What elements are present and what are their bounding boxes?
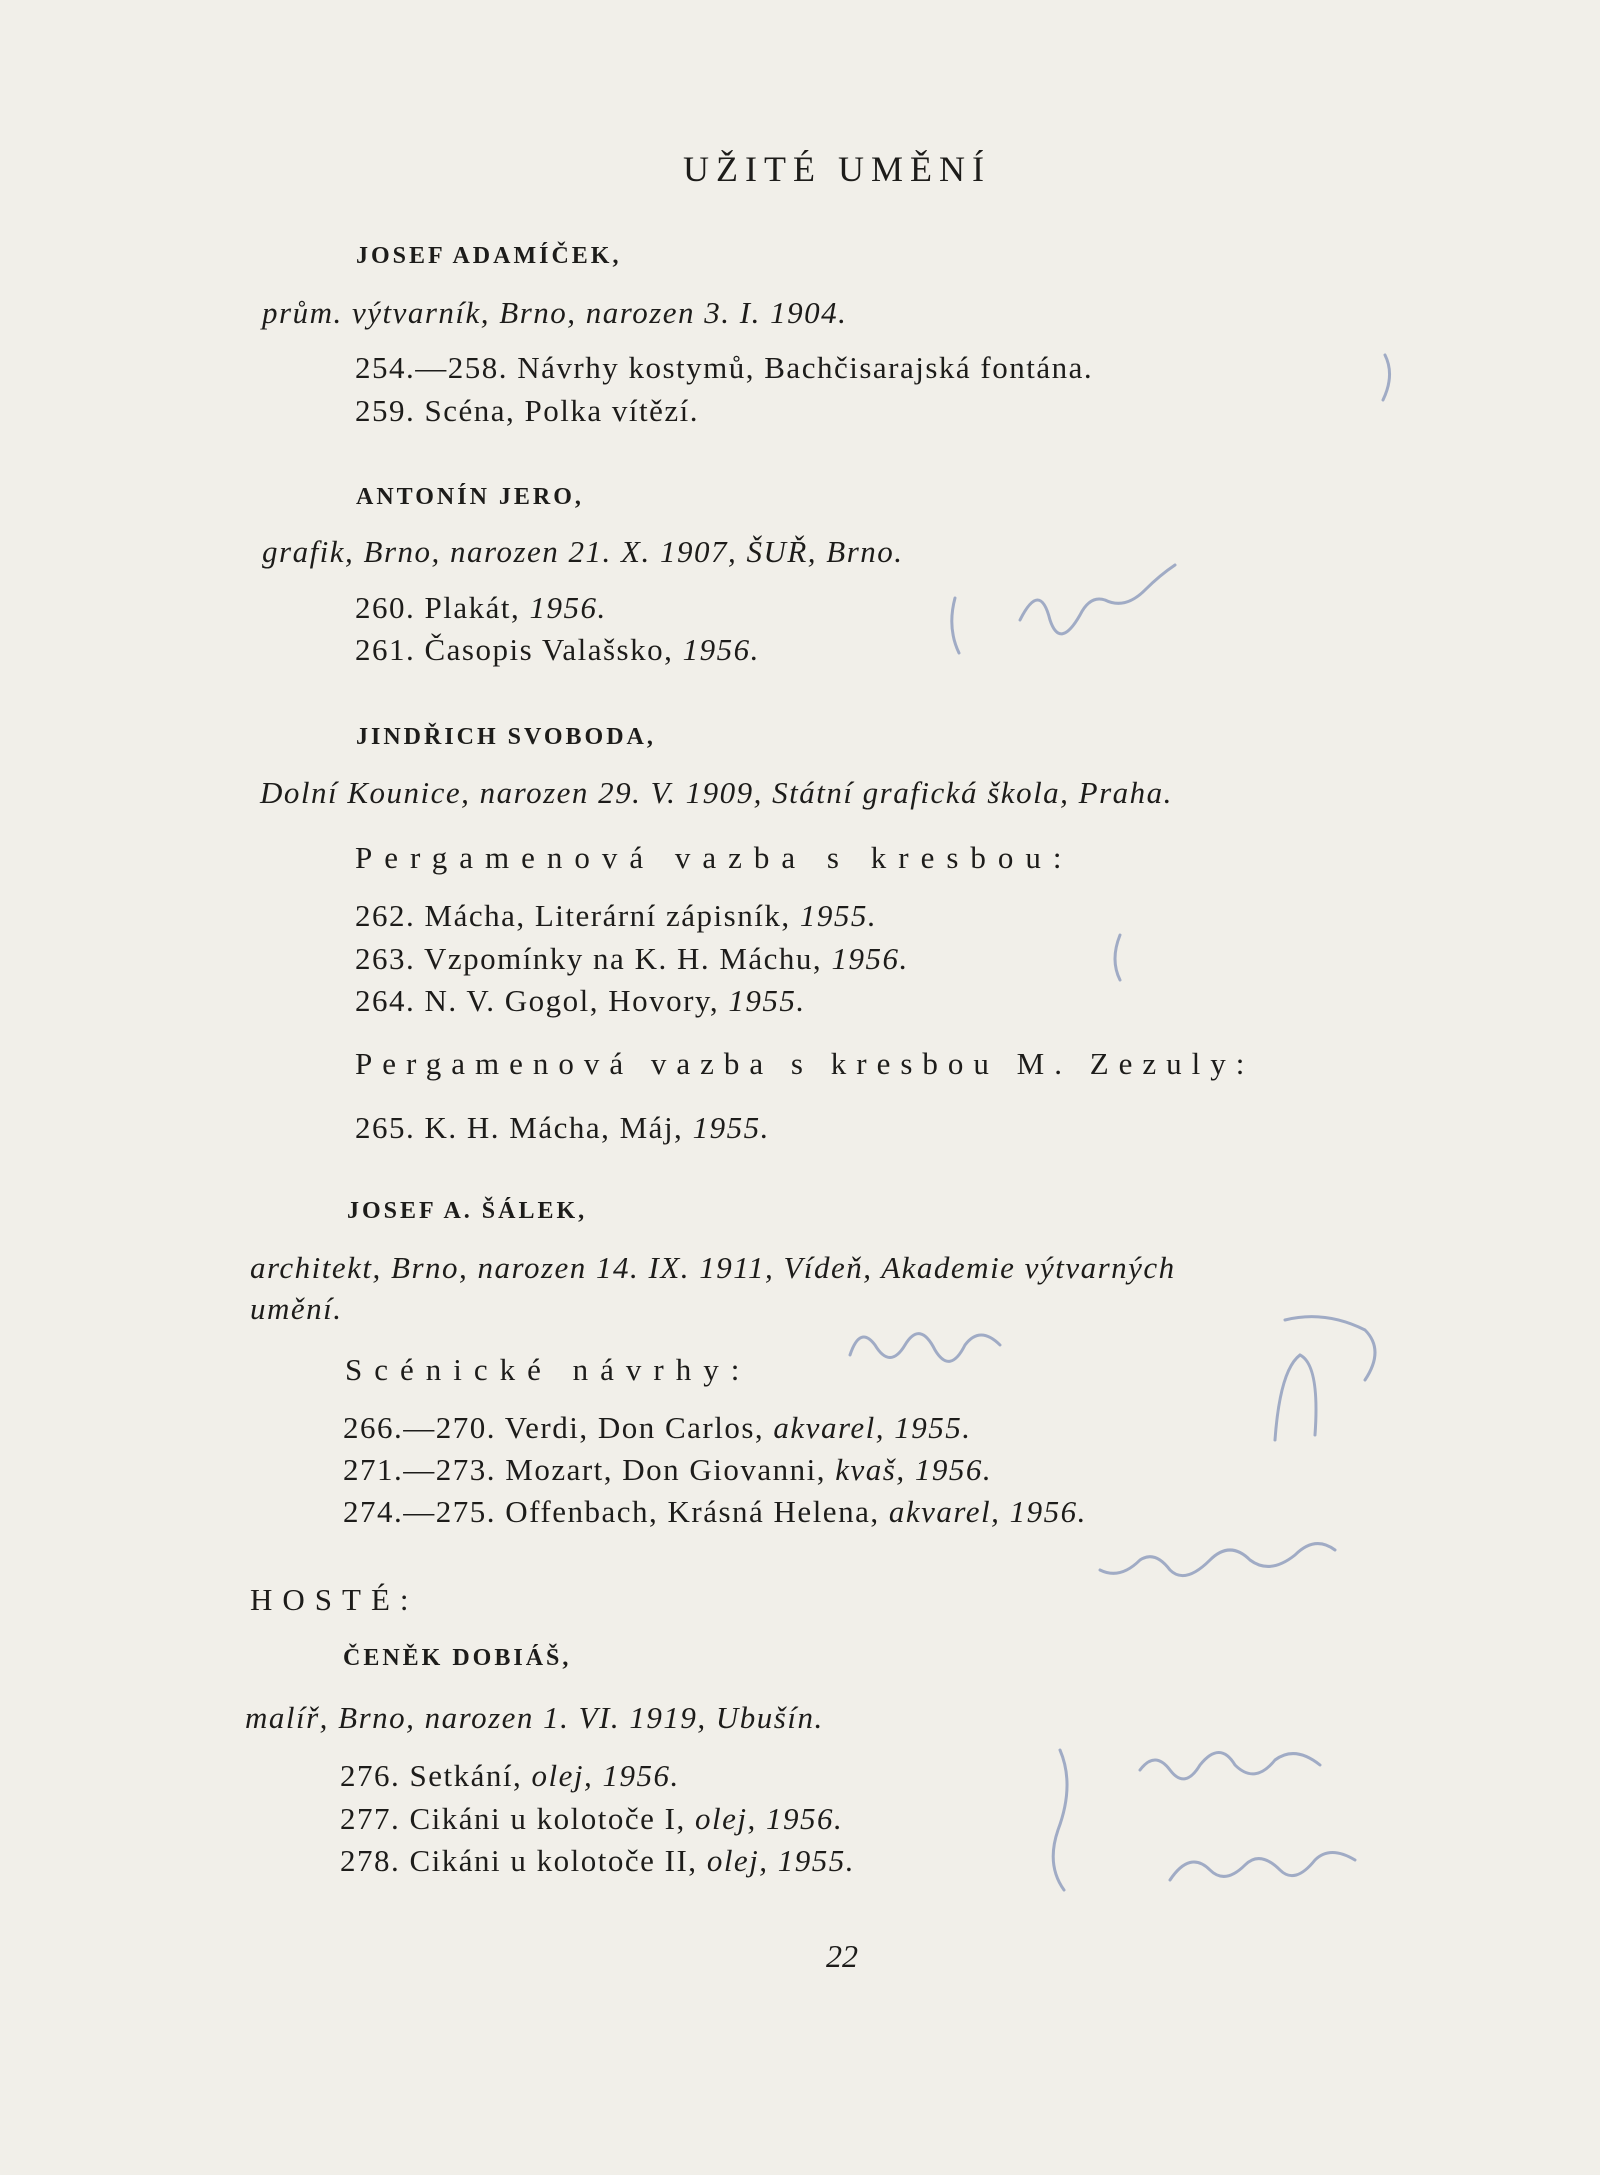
list-item: 278. Cikáni u kolotoče II, olej, 1955.	[340, 1843, 856, 1878]
pencil-bracket-mark	[952, 598, 959, 653]
list-item: 277. Cikáni u kolotoče I, olej, 1956.	[340, 1801, 844, 1836]
list-item: 276. Setkání, olej, 1956.	[340, 1758, 680, 1793]
pencil-bracket-mark	[1115, 935, 1120, 980]
list-item: 262. Mácha, Literární zápisník, 1955.	[355, 898, 878, 933]
page-title: UŽITÉ UMĚNÍ	[683, 149, 991, 189]
list-item: 263. Vzpomínky na K. H. Máchu, 1956.	[355, 941, 909, 976]
list-item: 261. Časopis Valašsko, 1956.	[355, 632, 760, 667]
artist-bio-continued: umění.	[250, 1291, 343, 1326]
artist-name: ČENĚK DOBIÁŠ,	[343, 1645, 572, 1671]
list-item: 260. Plakát, 1956.	[355, 590, 607, 625]
pencil-scribble	[850, 1334, 1000, 1362]
list-item: 259. Scéna, Polka vítězí.	[355, 393, 699, 428]
pencil-scribble	[1140, 1753, 1320, 1779]
artist-name: ANTONÍN JERO,	[356, 484, 584, 510]
list-item: 274.—275. Offenbach, Krásná Helena, akvarel, 1956.	[343, 1494, 1087, 1529]
list-item: 264. N. V. Gogol, Hovory, 1955.	[355, 983, 806, 1018]
pencil-bracket-mark	[1053, 1750, 1067, 1890]
pencil-scribble	[1170, 1853, 1355, 1881]
artist-name: JOSEF ADAMÍČEK,	[356, 243, 622, 269]
pencil-scribble	[1285, 1317, 1375, 1380]
pencil-scribble	[1100, 1544, 1335, 1576]
section-subheading: Pergamenová vazba s kresbou:	[355, 840, 1074, 875]
page-number: 22	[826, 1938, 858, 1974]
artist-bio: grafik, Brno, narozen 21. X. 1907, ŠUŘ, Brno.	[262, 534, 904, 569]
artist-name: JINDŘICH SVOBODA,	[356, 724, 656, 750]
artist-bio: prům. výtvarník, Brno, narozen 3. I. 1904.	[262, 295, 848, 330]
list-item: 265. K. H. Mácha, Máj, 1955.	[355, 1110, 770, 1145]
list-item: 271.—273. Mozart, Don Giovanni, kvaš, 1956.	[343, 1452, 993, 1487]
artist-bio: malíř, Brno, narozen 1. VI. 1919, Ubušín.	[245, 1700, 824, 1735]
artist-bio: architekt, Brno, narozen 14. IX. 1911, Vídeň, Akademie výtvarných	[250, 1250, 1176, 1285]
pencil-scribble	[1020, 565, 1175, 634]
pencil-scribble	[1275, 1355, 1316, 1440]
section-subheading: Scénické návrhy:	[345, 1352, 752, 1387]
artist-name: JOSEF A. ŠÁLEK,	[347, 1198, 588, 1224]
pencil-bracket-mark	[1383, 355, 1390, 400]
list-item: 266.—270. Verdi, Don Carlos, akvarel, 1955.	[343, 1410, 972, 1445]
list-item: 254.—258. Návrhy kostymů, Bachčisarajská fontána.	[355, 350, 1094, 385]
section-subheading: Pergamenová vazba s kresbou M. Zezuly:	[355, 1046, 1255, 1081]
guests-heading: HOSTÉ:	[250, 1582, 419, 1617]
artist-bio: Dolní Kounice, narozen 29. V. 1909, Státní grafická škola, Praha.	[260, 775, 1173, 810]
